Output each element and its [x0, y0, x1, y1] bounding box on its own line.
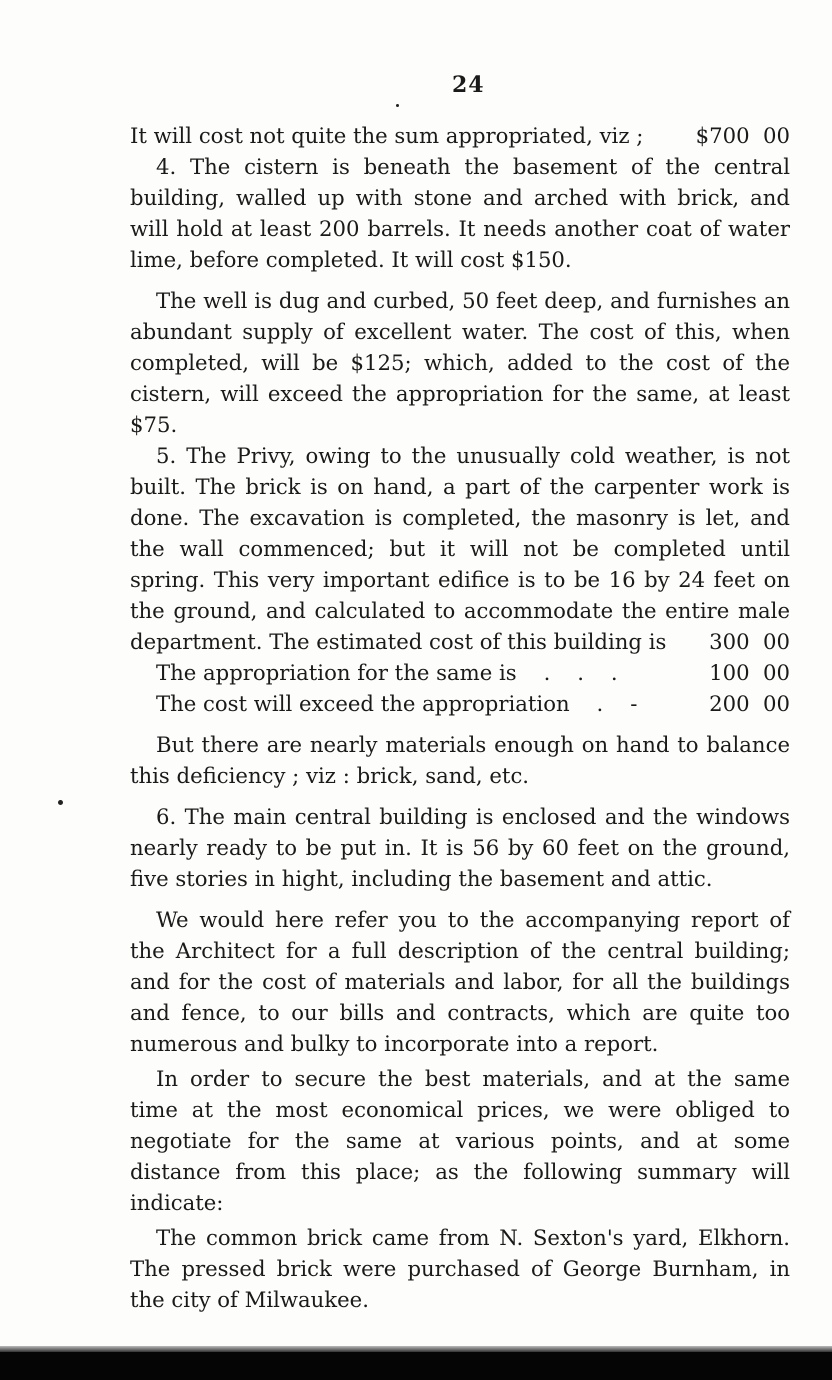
paragraph-materials-sourcing: In order to secure the best materials, and at the same time at the most economical prices, we were obliged to negotiate for the same at various points, and at some distance from this place; as the following summary will indicate: [130, 1066, 790, 1215]
paragraph-cistern: 4. The cistern is beneath the basement of the central building, walled up with stone and arched with brick, and will hold at least 200 barrels. It needs another coat of water lime, before completed. It will cost $150. [130, 154, 790, 272]
exceed-text: The cost will exceed the appropriation . - [156, 691, 638, 716]
cost-line-text: It will cost not quite the sum appropriated, viz ; [130, 123, 644, 148]
page-edge [0, 1352, 832, 1380]
exceed-line [130, 688, 790, 719]
appropriation-text: The appropriation for the same is . . . [156, 660, 618, 685]
paragraph-brick: The common brick came from N. Sexton's yard, Elkhorn. The pressed brick were purchased of George Burnham, in the city of Milwaukee. [130, 1225, 790, 1312]
paragraph-well: The well is dug and curbed, 50 feet deep, and furnishes an abundant supply of excellent water. The cost of this, when completed, will be $125; which, added to the cost of the cistern, will exceed the appropriation for the same, at least $75. [130, 288, 790, 437]
appropriation-line [130, 657, 790, 688]
paragraph-privy: 5. The Privy, owing to the unusually cold weather, is not built. The brick is on hand, a part of the carpenter work is done. The excavation is completed, the masonry is let, and the wall commenced; but it will not be completed until spring. This very important edifice is to be 16 by 24 feet on the ground, and calculated to accommodate the entire male [130, 443, 790, 623]
cost-line [130, 120, 790, 151]
paragraph-central-building: 6. The main central building is enclosed and the windows nearly ready to be put in. It is 56 by 60 feet on the ground, five stories in hight, including the basement and attic. [130, 804, 790, 891]
privy-cost-line [130, 626, 790, 657]
appropriation-amount: 100 00 [709, 660, 790, 685]
privy-cost-text: department. The estimated cost of this building is [130, 629, 667, 654]
paragraph-materials: But there are nearly materials enough on hand to balance this deficiency ; viz : brick, sand, etc. [130, 732, 790, 788]
cost-line-amount: $700 00 [695, 123, 790, 148]
page-number: 24 [452, 72, 485, 98]
speck-mark [58, 800, 63, 805]
exceed-amount: 200 00 [709, 691, 790, 716]
speck-mark [396, 104, 399, 107]
page-body [130, 120, 790, 1315]
paragraph-architect: We would here refer you to the accompanying report of the Architect for a full description of the central building; and for the cost of materials and labor, for all the buildings and fence, to our bills and contracts, which are quite too numerous and bulky to incorporate into a report. [130, 907, 790, 1056]
privy-cost-amount: 300 00 [709, 629, 790, 654]
